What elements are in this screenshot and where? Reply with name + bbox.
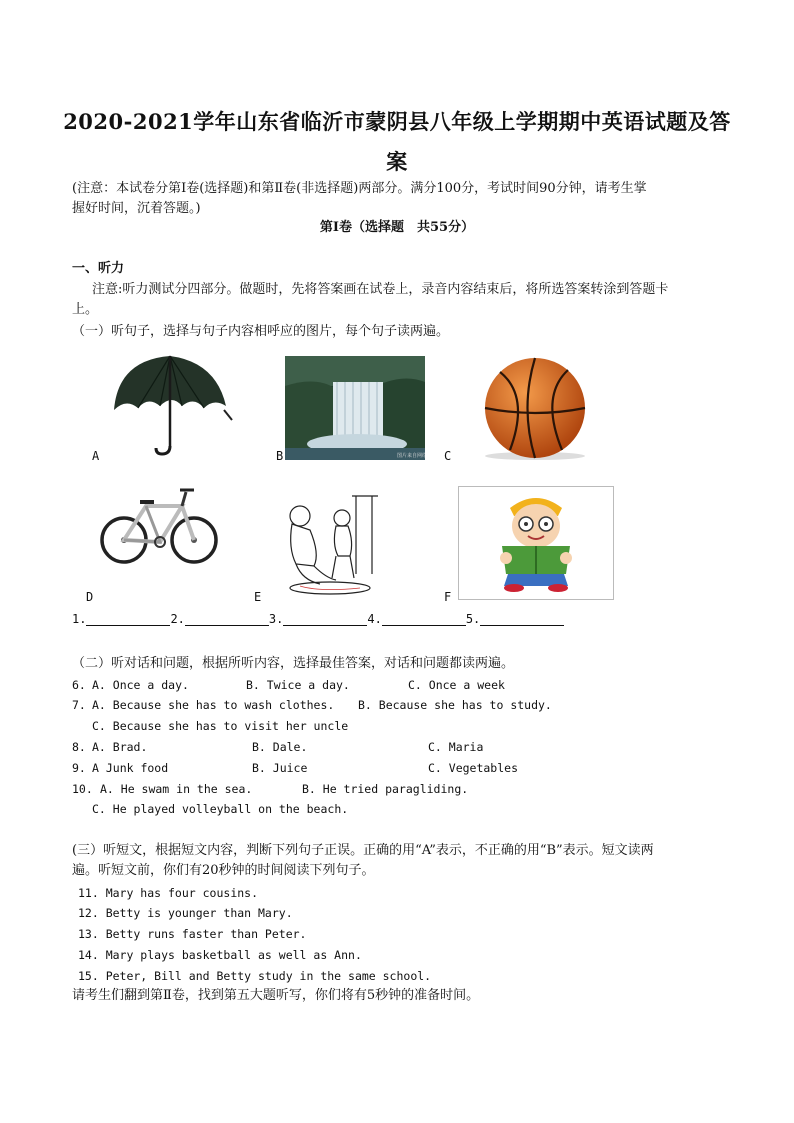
notice-line1: (注意：本试卷分第Ⅰ卷(选择题)和第Ⅱ卷(非选择题)两部分。满分100分，考试时间90分钟，请考生掌 (72, 181, 647, 196)
blank-label-3: 3. (268, 612, 284, 626)
blank-label-1: 1. (72, 612, 87, 626)
answer-blank-4[interactable] (382, 612, 466, 626)
question-10-number: 10. (72, 782, 93, 796)
volume-title: 第Ⅰ卷（选择题 共55分） (319, 220, 475, 235)
picture-label-f: F (444, 590, 452, 604)
question-10-option-a: A. He swam in the sea. (100, 782, 253, 796)
waterfall-icon (285, 356, 425, 460)
section1-heading: 一、听力 (72, 261, 125, 276)
question-9-option-a: A Junk food (92, 761, 169, 775)
waterfall-caption: 图片来自网络 (397, 453, 425, 459)
document-title-line2: 案 (386, 149, 408, 174)
question-7-option-c: C. Because she has to visit her uncle (92, 719, 349, 733)
basketball-icon (470, 356, 600, 460)
picture-label-c: C (444, 449, 452, 463)
question-6-number: 6. (72, 678, 86, 692)
part3-heading-line2: 遍。听短文前，你们有20秒钟的时间阅读下列句子。 (72, 863, 375, 878)
answer-blank-3[interactable] (283, 612, 367, 626)
blank-label-4: 4. (367, 612, 382, 626)
answer-blank-5[interactable] (480, 612, 564, 626)
statement-12: 12. Betty is younger than Mary. (78, 906, 293, 920)
part1-heading: （一）听句子，选择与句子内容相呼应的图片，每个句子读两遍。 (72, 324, 450, 339)
question-7-option-b: B. Because she has to study. (358, 698, 552, 712)
question-6-option-c: C. Once a week (408, 678, 505, 692)
question-8-option-c: C. Maria (428, 740, 484, 754)
statement-14: 14. Mary plays basketball as well as Ann. (78, 948, 362, 962)
question-8-option-a: A. Brad. (92, 740, 148, 754)
document-title-line1: 2020-2021学年山东省临沂市蒙阴县八年级上学期期中英语试题及答 (63, 109, 731, 134)
blank-label-5: 5. (465, 612, 481, 626)
statement-15: 15. Peter, Bill and Betty study in the same school. (78, 969, 432, 983)
answer-blank-2[interactable] (185, 612, 269, 626)
question-9-option-b: B. Juice (252, 761, 308, 775)
bicycle-icon (100, 482, 220, 566)
statement-13: 13. Betty runs faster than Peter. (78, 927, 307, 941)
question-7-number: 7. (72, 698, 86, 712)
umbrella-icon (104, 350, 234, 458)
washing-clothes-icon (280, 494, 382, 598)
question-6-option-a: A. Once a day. (92, 678, 189, 692)
picture-label-e: E (254, 590, 262, 604)
question-8-number: 8. (72, 740, 86, 754)
boy-reading-icon (458, 486, 614, 600)
part2-heading: （二）听对话和问题，根据所听内容，选择最佳答案，对话和问题都读两遍。 (72, 656, 515, 671)
section1-note-line2: 上。 (72, 302, 99, 317)
question-6-option-b: B. Twice a day. (246, 678, 350, 692)
question-10-option-b: B. He tried paragliding. (302, 782, 469, 796)
blank-label-2: 2. (170, 612, 185, 626)
section1-note-line1: 注意:听力测试分四部分。做题时，先将答案画在试卷上，录音内容结束后，将所选答案转涂到答题卡 (92, 282, 669, 297)
picture-label-d: D (86, 590, 94, 604)
statement-11: 11. Mary has four cousins. (78, 886, 259, 900)
question-9-number: 9. (72, 761, 86, 775)
question-7-option-a: A. Because she has to wash clothes. (92, 698, 335, 712)
part3-heading-line1: (三）听短文，根据短文内容，判断下列句子正误。正确的用“A”表示，不正确的用“B”表示。短文读两 (72, 843, 654, 858)
question-8-option-b: B. Dale. (252, 740, 308, 754)
closing-instruction: 请考生们翻到第Ⅱ卷，找到第五大题听写，你们将有5秒钟的准备时间。 (72, 988, 480, 1003)
picture-label-a: A (92, 449, 100, 463)
answer-blanks-row (72, 612, 564, 626)
picture-label-b: B (276, 449, 284, 463)
question-10-option-c: C. He played volleyball on the beach. (92, 802, 349, 816)
notice-line2: 握好时间，沉着答题。) (72, 201, 201, 216)
question-9-option-c: C. Vegetables (428, 761, 519, 775)
answer-blank-1[interactable] (86, 612, 170, 626)
